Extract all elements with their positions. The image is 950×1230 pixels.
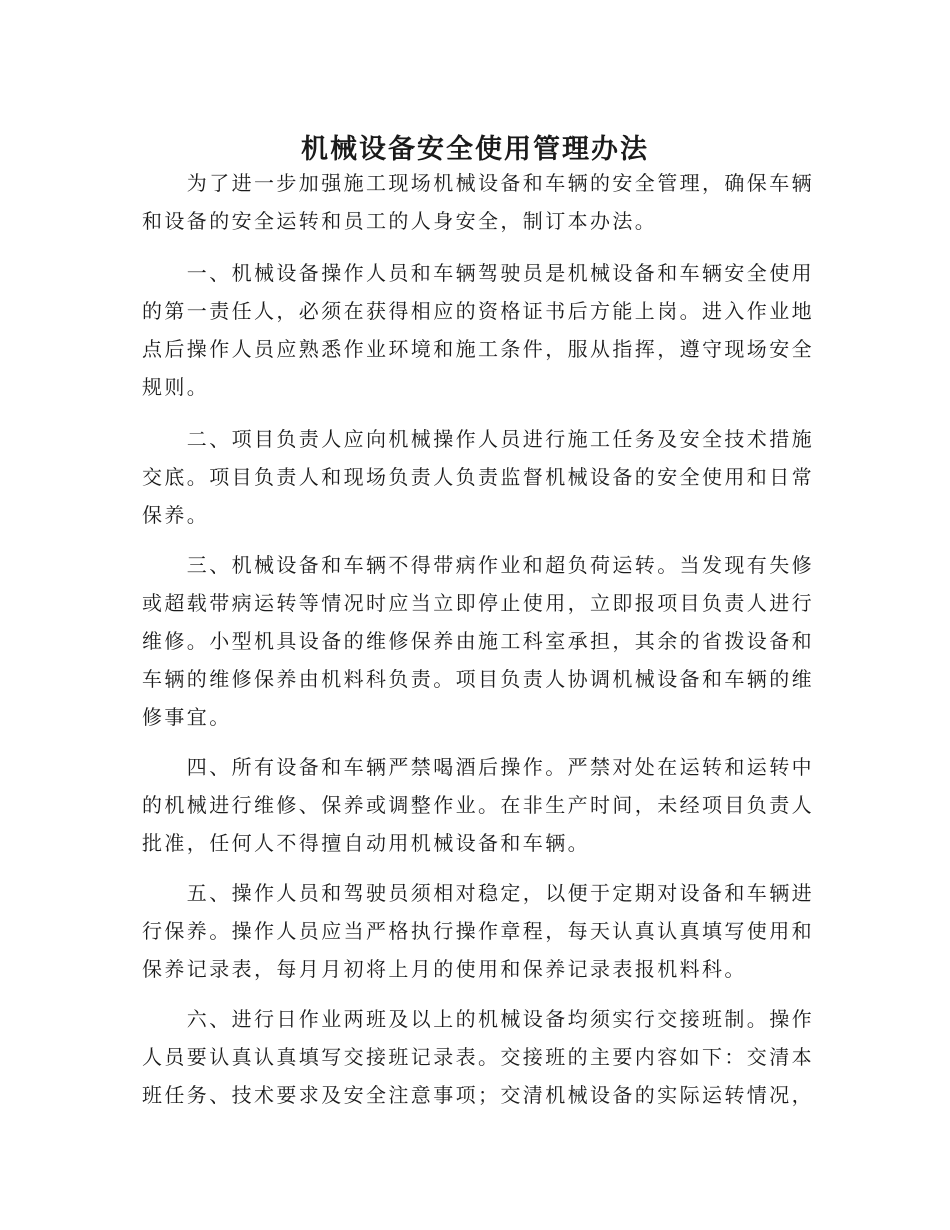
paragraph-clause-3 (142, 546, 814, 736)
text-line: 批准，任何人不得擅自动用机械设备和车辆。 (142, 831, 590, 855)
text-line: 人员要认真认真填写交接班记录表。交接班的主要内容如下：交清本 (142, 1045, 814, 1069)
text-line: 点后操作人员应熟悉作业环境和施工条件，服从指挥，遵守现场安全 (142, 337, 814, 361)
text-line: 维修。小型机具设备的维修保养由施工科室承担，其余的省拨设备和 (142, 629, 814, 653)
text-line: 和设备的安全运转和员工的人身安全，制订本办法。 (142, 209, 658, 233)
text-line: 为了进一步加强施工现场机械设备和车辆的安全管理，确保车辆 (142, 171, 814, 195)
text-line: 修事宜。 (142, 705, 232, 729)
text-line: 班任务、技术要求及安全注意事项；交清机械设备的实际运转情况， (142, 1083, 814, 1107)
text-line: 六、进行日作业两班及以上的机械设备均须实行交接班制。操作 (142, 1007, 814, 1031)
text-line: 保养。 (142, 503, 210, 527)
text-line: 一、机械设备操作人员和车辆驾驶员是机械设备和车辆安全使用 (142, 261, 814, 285)
paragraph-clause-1 (142, 254, 814, 406)
text-line: 三、机械设备和车辆不得带病作业和超负荷运转。当发现有失修 (142, 553, 814, 577)
text-line: 行保养。操作人员应当严格执行操作章程，每天认真认真填写使用和 (142, 919, 814, 943)
document-title: 机械设备安全使用管理办法 (301, 134, 649, 166)
text-line: 规则。 (142, 375, 210, 399)
text-line: 五、操作人员和驾驶员须相对稳定，以便于定期对设备和车辆进 (142, 881, 814, 905)
paragraph-clause-4 (142, 748, 814, 862)
text-line: 车辆的维修保养由机料科负责。项目负责人协调机械设备和车辆的维 (142, 667, 814, 691)
text-line: 保养记录表，每月月初将上月的使用和保养记录表报机料科。 (142, 957, 747, 981)
text-line: 的第一责任人，必须在获得相应的资格证书后方能上岗。进入作业地 (142, 299, 814, 323)
paragraph-intro (142, 164, 814, 240)
text-line: 的机械进行维修、保养或调整作业。在非生产时间，未经项目负责人 (142, 793, 814, 817)
text-line: 交底。项目负责人和现场负责人负责监督机械设备的安全使用和日常 (142, 465, 814, 489)
text-line: 四、所有设备和车辆严禁喝酒后操作。严禁对处在运转和运转中 (142, 755, 814, 779)
paragraph-clause-2 (142, 420, 814, 534)
paragraph-clause-6 (142, 1000, 814, 1114)
text-line: 二、项目负责人应向机械操作人员进行施工任务及安全技术措施 (142, 427, 814, 451)
text-line: 或超载带病运转等情况时应当立即停止使用，立即报项目负责人进行 (142, 591, 814, 615)
paragraph-clause-5 (142, 874, 814, 988)
